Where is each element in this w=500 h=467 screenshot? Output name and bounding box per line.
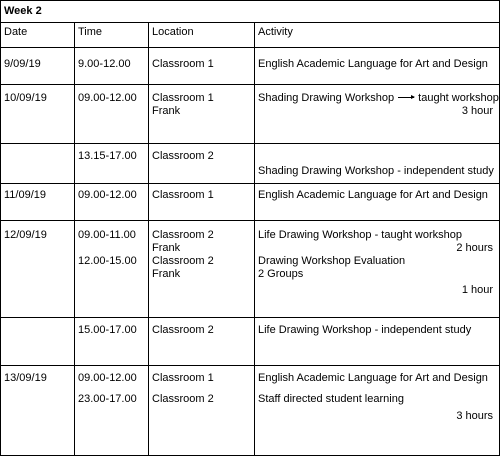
time-line: 09.00-11.00	[78, 229, 136, 241]
activity-line: Staff directed student learning	[258, 393, 404, 405]
location-line: Frank	[152, 105, 181, 117]
location-line: Classroom 1	[152, 372, 214, 384]
location-line: Frank	[152, 242, 181, 254]
table-row	[1, 184, 500, 221]
time-cell: 9.00-12.00	[75, 48, 149, 85]
date-cell: 9/09/19	[1, 48, 75, 85]
header-date: Date	[1, 23, 75, 48]
location-cell	[149, 366, 255, 456]
activity-text: Shading Drawing Workshop	[258, 92, 395, 104]
duration-text: 1 hour	[461, 284, 494, 296]
activity-text: taught workshop	[418, 92, 499, 104]
location-cell	[149, 221, 255, 318]
activity-cell	[255, 85, 500, 144]
time-cell: 13.15-17.00	[75, 144, 149, 184]
time-cell: 09.00-12.00	[75, 85, 149, 144]
time-cell	[75, 221, 149, 318]
arrow-icon	[398, 97, 414, 98]
time-cell: 09.00-12.00	[75, 184, 149, 221]
location-cell: Classroom 1	[149, 184, 255, 221]
location-line: Frank	[152, 268, 181, 280]
date-cell: 11/09/19	[1, 184, 75, 221]
location-line: Classroom 2	[152, 255, 214, 267]
table-row	[1, 85, 500, 144]
duration-text: 3 hours	[456, 410, 494, 422]
date-cell	[1, 144, 75, 184]
location-line: Classroom 2	[152, 393, 214, 405]
location-line: Classroom 1	[152, 92, 214, 104]
duration-text: 3 hour	[461, 105, 494, 117]
time-cell: 15.00-17.00	[75, 318, 149, 366]
time-line: 23.00-17.00	[78, 393, 137, 405]
date-cell: 12/09/19	[1, 221, 75, 318]
table-row	[1, 48, 500, 85]
activity-line: Life Drawing Workshop - taught workshop	[258, 229, 463, 241]
location-cell	[149, 85, 255, 144]
duration-text: 2 hours	[456, 242, 494, 254]
location-cell: Classroom 2	[149, 144, 255, 184]
location-line: Classroom 2	[152, 229, 214, 241]
activity-cell	[255, 221, 500, 318]
table-row	[1, 366, 500, 456]
activity-cell	[255, 366, 500, 456]
time-line: 12.00-15.00	[78, 255, 137, 267]
time-line: 09.00-12.00	[78, 372, 137, 384]
activity-line: 2 Groups	[258, 268, 304, 280]
location-cell: Classroom 2	[149, 318, 255, 366]
header-activity: Activity	[255, 23, 500, 48]
week-title: Week 2	[1, 1, 500, 23]
header-location: Location	[149, 23, 255, 48]
table-row	[1, 144, 500, 184]
time-cell	[75, 366, 149, 456]
activity-cell: English Academic Language for Art and Design	[255, 48, 500, 85]
date-cell: 13/09/19	[1, 366, 75, 456]
location-cell: Classroom 1	[149, 48, 255, 85]
activity-cell: Shading Drawing Workshop - independent study	[255, 144, 500, 184]
header-time: Time	[75, 23, 149, 48]
activity-cell: English Academic Language for Art and Design	[255, 184, 500, 221]
activity-line: English Academic Language for Art and Design	[258, 372, 488, 384]
table-row	[1, 221, 500, 318]
date-cell	[1, 318, 75, 366]
table-row	[1, 318, 500, 366]
activity-cell: Life Drawing Workshop - independent study	[255, 318, 500, 366]
date-cell: 10/09/19	[1, 85, 75, 144]
activity-line	[258, 92, 499, 105]
activity-line: Drawing Workshop Evaluation	[258, 255, 406, 267]
